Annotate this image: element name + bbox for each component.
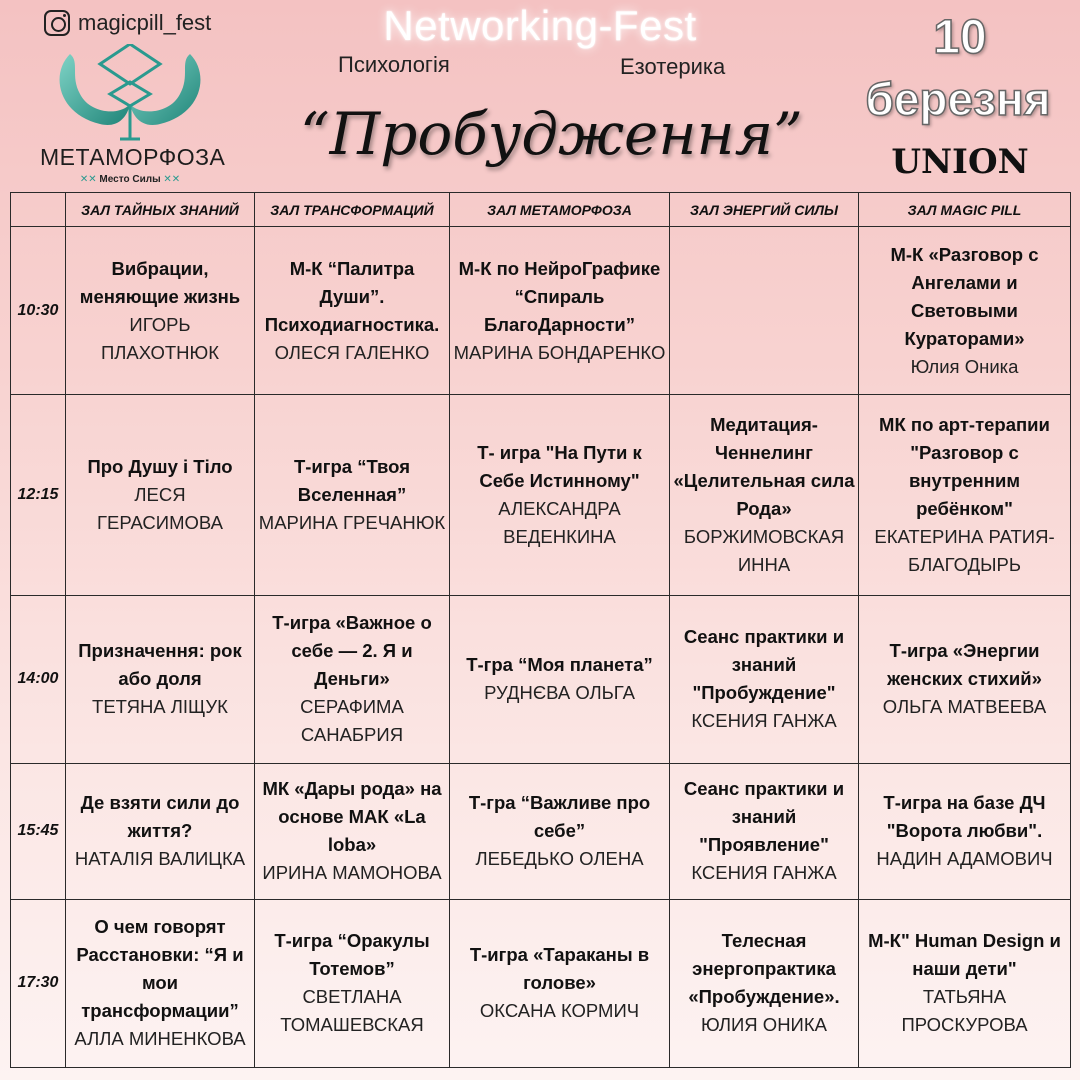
session-title: МК по арт-терапии "Разговор с внутренним ребёнком": [879, 414, 1050, 520]
session-cell: [859, 395, 1071, 596]
time-slot: 17:30: [11, 899, 66, 1067]
hall-header: ЗАЛ ТАЙНЫХ ЗНАНИЙ: [66, 193, 255, 227]
schedule-row: [11, 595, 1071, 763]
schedule-row: [11, 227, 1071, 395]
session-cell: [66, 899, 255, 1067]
event-title: “Пробудження”: [300, 100, 803, 168]
session-title: Т-гра “Моя планета”: [466, 654, 653, 676]
session-cell: [859, 595, 1071, 763]
logo-subtitle: ✕✕ Место Силы ✕✕: [79, 174, 181, 185]
session-title: Вибрации, меняющие жизнь: [79, 257, 241, 307]
session-title: Призначення: рок або доля: [78, 640, 242, 690]
session-speaker: ИРИНА МАМОНОВА: [262, 862, 442, 884]
time-slot: 12:15: [11, 395, 66, 596]
session-cell: [670, 764, 859, 900]
session-cell: [255, 764, 450, 900]
topic-esoterics: Езотерика: [620, 54, 726, 79]
instagram-icon: [44, 10, 70, 36]
session-cell: [255, 395, 450, 596]
hall-header: ЗАЛ ЭНЕРГИЙ СИЛЫ: [670, 193, 859, 227]
fest-title: Networking-Fest: [383, 2, 697, 49]
session-title: МК «Дары рода» на основе МАК «La loba»: [262, 778, 442, 856]
session-speaker: ОЛЬГА МАТВЕЕВА: [882, 696, 1047, 718]
session-speaker: ЕКАТЕРИНА РАТИЯ- БЛАГОДЫРЬ: [874, 526, 1055, 576]
session-cell: [66, 595, 255, 763]
time-slot: 14:00: [11, 595, 66, 763]
session-title: Медитация- Ченнелинг «Целительная сила Рода»: [673, 414, 855, 520]
topic-psychology: Психологія: [338, 52, 450, 77]
session-cell: [255, 227, 450, 395]
session-title: Т-игра на базе ДЧ "Ворота любви".: [883, 792, 1046, 842]
session-speaker: ОЛЕСЯ ГАЛЕНКО: [274, 341, 430, 363]
session-title: М-К “Палитра Души”. Психодиагностика.: [264, 257, 440, 335]
time-slot: 10:30: [11, 227, 66, 395]
session-cell: [66, 764, 255, 900]
session-title: О чем говорят Расстановки: “Я и мои трансформации”: [76, 916, 244, 1022]
session-speaker: СВЕТЛАНА ТОМАШЕВСКАЯ: [280, 986, 424, 1036]
session-speaker: МАРИНА БОНДАРЕНКО: [453, 341, 666, 363]
session-title: Т- игра "На Пути к Себе Истинному": [477, 442, 642, 492]
session-cell: [450, 899, 670, 1067]
session-cell: [450, 764, 670, 900]
date-day: 10: [933, 11, 987, 64]
venue-name: UNION: [891, 142, 1029, 182]
session-speaker: ЛЕСЯ ГЕРАСИМОВА: [97, 484, 223, 534]
session-cell: [859, 764, 1071, 900]
session-title: Телесная энергопрактика «Пробуждение».: [688, 930, 840, 1008]
session-cell: [255, 595, 450, 763]
session-title: Т-гра “Важливе про себе”: [468, 792, 651, 842]
session-speaker: МАРИНА ГРЕЧАНЮК: [258, 512, 446, 534]
session-speaker: Юлия Оника: [910, 355, 1019, 377]
session-speaker: АЛЕКСАНДРА ВЕДЕНКИНА: [498, 498, 621, 548]
session-title: Про Душу і Тіло: [87, 456, 233, 478]
session-speaker: НАТАЛІЯ ВАЛИЦКА: [74, 848, 246, 870]
session-title: Де взяти сили до життя?: [80, 792, 240, 842]
time-slot: 15:45: [11, 764, 66, 900]
session-title: Т-игра «Энергии женских стихий»: [887, 640, 1042, 690]
hall-header-row: [11, 193, 1071, 227]
session-speaker: БОРЖИМОВСКАЯ ИННА: [683, 526, 845, 576]
session-cell: [859, 227, 1071, 395]
session-speaker: АЛЛА МИНЕНКОВА: [74, 1028, 246, 1050]
session-title: Т-игра «Тараканы в голове»: [469, 944, 650, 994]
session-speaker: ТАТЬЯНА ПРОСКУРОВА: [901, 986, 1028, 1036]
session-title: М-К «Разговор с Ангелами и Световыми Кураторами»: [890, 243, 1039, 349]
schedule-row: [11, 899, 1071, 1067]
session-title: Сеанс практики и знаний "Пробуждение": [683, 626, 845, 704]
session-speaker: ОКСАНА КОРМИЧ: [479, 1000, 640, 1022]
session-speaker: КСЕНИЯ ГАНЖА: [691, 710, 837, 732]
session-speaker: ЛЕБЕДЬКО ОЛЕНА: [475, 848, 644, 870]
schedule-row: [11, 764, 1071, 900]
session-cell: [450, 227, 670, 395]
session-cell: [66, 227, 255, 395]
hall-header: ЗАЛ MAGIC PILL: [859, 193, 1071, 227]
session-cell: [670, 395, 859, 596]
session-cell: [670, 227, 859, 395]
session-title: Т-игра «Важное о себе — 2. Я и Деньги»: [272, 612, 432, 690]
session-title: М-К по НейроГрафике “Спираль БлагоДарности”: [458, 257, 661, 335]
session-speaker: ИГОРЬ ПЛАХОТНЮК: [100, 313, 220, 363]
logo-title: МЕТАМОРФОЗА: [40, 144, 226, 170]
hall-header: ЗАЛ МЕТАМОРФОЗА: [450, 193, 670, 227]
session-cell: [859, 899, 1071, 1067]
hall-header: ЗАЛ ТРАНСФОРМАЦИЙ: [255, 193, 450, 227]
session-title: Сеанс практики и знаний "Проявление": [683, 778, 845, 856]
session-cell: [255, 899, 450, 1067]
session-title: Т-игра “Твоя Вселенная”: [293, 456, 411, 506]
date-month: березня: [865, 73, 1051, 125]
session-title: Т-игра “Оракулы Тотемов”: [274, 930, 430, 980]
session-title: М-К" Human Design и наши дети": [868, 930, 1061, 980]
butterfly-logo-icon: [40, 44, 220, 144]
session-cell: [450, 395, 670, 596]
session-cell: [670, 595, 859, 763]
session-speaker: ЮЛИЯ ОНИКА: [701, 1014, 827, 1036]
session-cell: [66, 395, 255, 596]
session-speaker: ТЕТЯНА ЛІЩУК: [92, 696, 228, 718]
session-speaker: СЕРАФИМА САНАБРИЯ: [300, 696, 404, 746]
instagram-link[interactable]: [44, 10, 211, 36]
schedule-row: [11, 395, 1071, 596]
metamorfoza-logo: [40, 44, 226, 192]
session-speaker: НАДИН АДАМОВИЧ: [876, 848, 1053, 870]
corner-cell: [11, 193, 66, 227]
session-speaker: РУДНЄВА ОЛЬГА: [484, 682, 635, 704]
instagram-handle: magicpill_fest: [78, 10, 212, 35]
schedule-table: [10, 192, 1071, 1068]
session-cell: [450, 595, 670, 763]
session-speaker: КСЕНИЯ ГАНЖА: [691, 862, 837, 884]
session-cell: [670, 899, 859, 1067]
